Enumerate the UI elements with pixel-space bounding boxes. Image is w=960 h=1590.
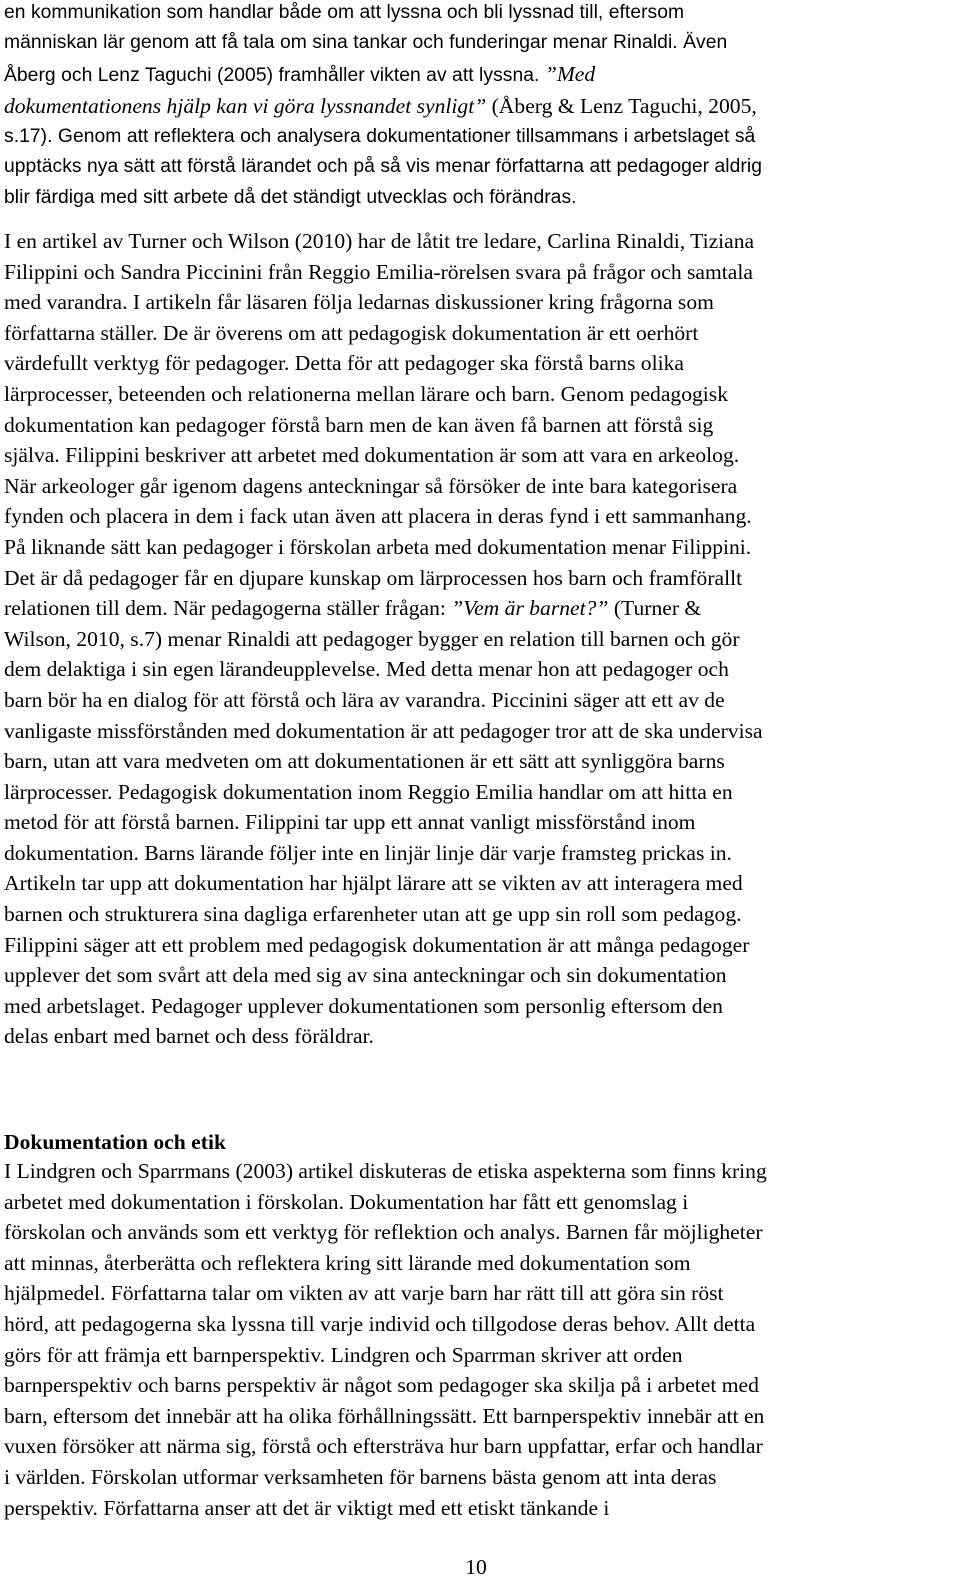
text-run: människan lär genom att få tala om sina tankar och funderingar menar Rinaldi. Även — [4, 32, 728, 54]
text-run: s.17). Genom att reflektera och analysera dokumentationer tillsammans i arbetslaget så — [4, 125, 756, 147]
text-line: författarna ställer. De är överens om att pedagogisk dokumentation är ett oerhört — [4, 320, 699, 345]
text-line: hörd, att pedagogerna ska lyssna till varje individ och tillgodose deras behov. Allt detta — [4, 1311, 756, 1336]
text-line: När arkeologer går igenom dagens anteckningar så försöker de inte bara kategorisera — [4, 473, 738, 498]
text-line — [4, 122, 762, 152]
text-run: upptäcks nya sätt att förstå lärandet och på så vis menar författarna att pedagoger aldrig — [4, 156, 762, 178]
text-run: blir färdiga med sitt arbete då det ständigt utvecklas och förändras. — [4, 186, 577, 208]
text-line: perspektiv. Författarna anser att det är viktigt med ett etiskt tänkande i — [4, 1495, 610, 1520]
text-line: I en artikel av Turner och Wilson (2010) har de låtit tre ledare, Carlina Rinaldi, Tiziana — [4, 229, 755, 253]
paragraph-rinaldi-listening — [4, 0, 762, 213]
text-run: relationen till dem. När pedagogerna ställer frågan: — [4, 596, 452, 621]
text-line — [4, 152, 762, 182]
text-line: att minnas, återberätta och reflektera kring sitt lärande med dokumentation som — [4, 1250, 691, 1275]
text-line: fynden och placera in dem i fack utan även att placera in deras fynd i ett sammanhang. — [4, 504, 752, 529]
quote-text: dokumentationens hjälp kan vi göra lyssnandet synligt” — [4, 94, 487, 119]
text-line: barnen och strukturera sina dagliga erfarenheter utan att ge upp sin roll som pedagog. — [4, 902, 742, 927]
text-line — [4, 91, 762, 122]
text-line: lärprocesser. Pedagogisk dokumentation inom Reggio Emilia handlar om att hitta en — [4, 779, 733, 804]
text-line: upplever det som svårt att dela med sig av sina anteckningar och sin dokumentation — [4, 963, 727, 988]
text-line: värdefullt verktyg för pedagoger. Detta för att pedagoger ska förstå barns olika — [4, 351, 684, 376]
text-line: arbetet med dokumentation i förskolan. Dokumentation har fått ett genomslag i — [4, 1189, 689, 1214]
text-line: I Lindgren och Sparrmans (2003) artikel diskuteras de etiska aspekterna som finns kring — [4, 1159, 767, 1183]
text-line: dem delaktiga i sin egen lärandeupplevelse. Med detta menar hon att pedagoger och — [4, 657, 729, 682]
paragraph-turner-wilson — [4, 226, 763, 1052]
text-line: med varandra. I artikeln får läsaren följa ledarnas diskussioner kring frågorna som — [4, 290, 714, 315]
citation-text: (Turner & — [608, 596, 702, 621]
text-line: barn, eftersom det innebär att ha olika förhållningssätt. Ett barnperspektiv innebär att en — [4, 1403, 765, 1428]
text-line: metod för att förstå barnen. Filippini tar upp ett annat vanligt missförstånd inom — [4, 810, 696, 835]
text-line — [4, 0, 762, 28]
text-run: Åberg och Lenz Taguchi (2005) framhåller vikten av att lyssna. — [4, 64, 545, 86]
text-line — [4, 28, 762, 58]
text-line: vuxen försöker att närma sig, förstå och eftersträva hur barn uppfattar, erfar och handlar — [4, 1434, 763, 1459]
text-line — [4, 183, 762, 213]
text-line: dokumentation. Barns lärande följer inte en linjär linje där varje framsteg prickas in. — [4, 840, 732, 865]
text-line: hjälpmedel. Författarna talar om vikten av att varje barn har rätt till att göra sin röst — [4, 1281, 724, 1306]
quote-text: ”Vem är barnet?” — [451, 596, 609, 621]
text-line: barn bör ha en dialog för att förstå och lära av varandra. Piccinini säger att ett av de — [4, 687, 725, 712]
text-line — [4, 59, 762, 91]
text-line: vanligaste missförstånden med dokumentation är att pedagoger tror att de ska undervisa — [4, 718, 763, 743]
section-heading: Dokumentation och etik — [4, 1130, 226, 1154]
quote-text: ”Med — [544, 61, 596, 86]
text-line: På liknande sätt kan pedagoger i förskolan arbeta med dokumentation menar Filippini. — [4, 534, 752, 559]
text-line: Filippini och Sandra Piccinini från Reggio Emilia-rörelsen svara på frågor och samtala — [4, 259, 753, 284]
citation-text: (Åberg & Lenz Taguchi, 2005, — [486, 94, 757, 119]
text-line: barn, utan att vara medveten om att dokumentationen är ett sätt att synliggöra barns — [4, 749, 725, 774]
text-line: dokumentation kan pedagoger förstå barn men de kan även få barnen att förstå sig — [4, 412, 714, 437]
text-line: förskolan och används som ett verktyg för reflektion och analys. Barnen får möjligheter — [4, 1220, 763, 1245]
page-number: 10 — [465, 1555, 487, 1579]
text-line: Wilson, 2010, s.7) menar Rinaldi att pedagoger bygger en relation till barnen och gör — [4, 626, 740, 651]
text-run: en kommunikation som handlar både om att lyssna och bli lyssnad till, eftersom — [4, 2, 685, 23]
paragraph-lindgren-sparrman — [4, 1156, 767, 1523]
text-line — [4, 593, 763, 624]
text-line: görs för att främja ett barnperspektiv. Lindgren och Sparrman skriver att orden — [4, 1342, 683, 1367]
text-line: Det är då pedagoger får en djupare kunskap om lärprocessen hos barn och framförallt — [4, 565, 743, 590]
text-line: i världen. Förskolan utformar verksamheten för barnens bästa genom att inta deras — [4, 1464, 717, 1489]
text-line: Artikeln tar upp att dokumentation har hjälpt lärare att se vikten av att interagera med — [4, 871, 743, 896]
text-line: lärprocesser, beteenden och relationerna mellan lärare och barn. Genom pedagogisk — [4, 381, 729, 406]
text-line: barnperspektiv och barns perspektiv är något som pedagoger ska skilja på i arbetet med — [4, 1373, 759, 1398]
text-line: med arbetslaget. Pedagoger upplever dokumentationen som personlig eftersom den — [4, 993, 723, 1018]
text-line: Filippini säger att ett problem med pedagogisk dokumentation är att många pedagoger — [4, 932, 750, 957]
text-line: själva. Filippini beskriver att arbetet med dokumentation är som att vara en arkeolog. — [4, 443, 740, 468]
text-line: delas enbart med barnet och dess föräldrar. — [4, 1024, 374, 1049]
